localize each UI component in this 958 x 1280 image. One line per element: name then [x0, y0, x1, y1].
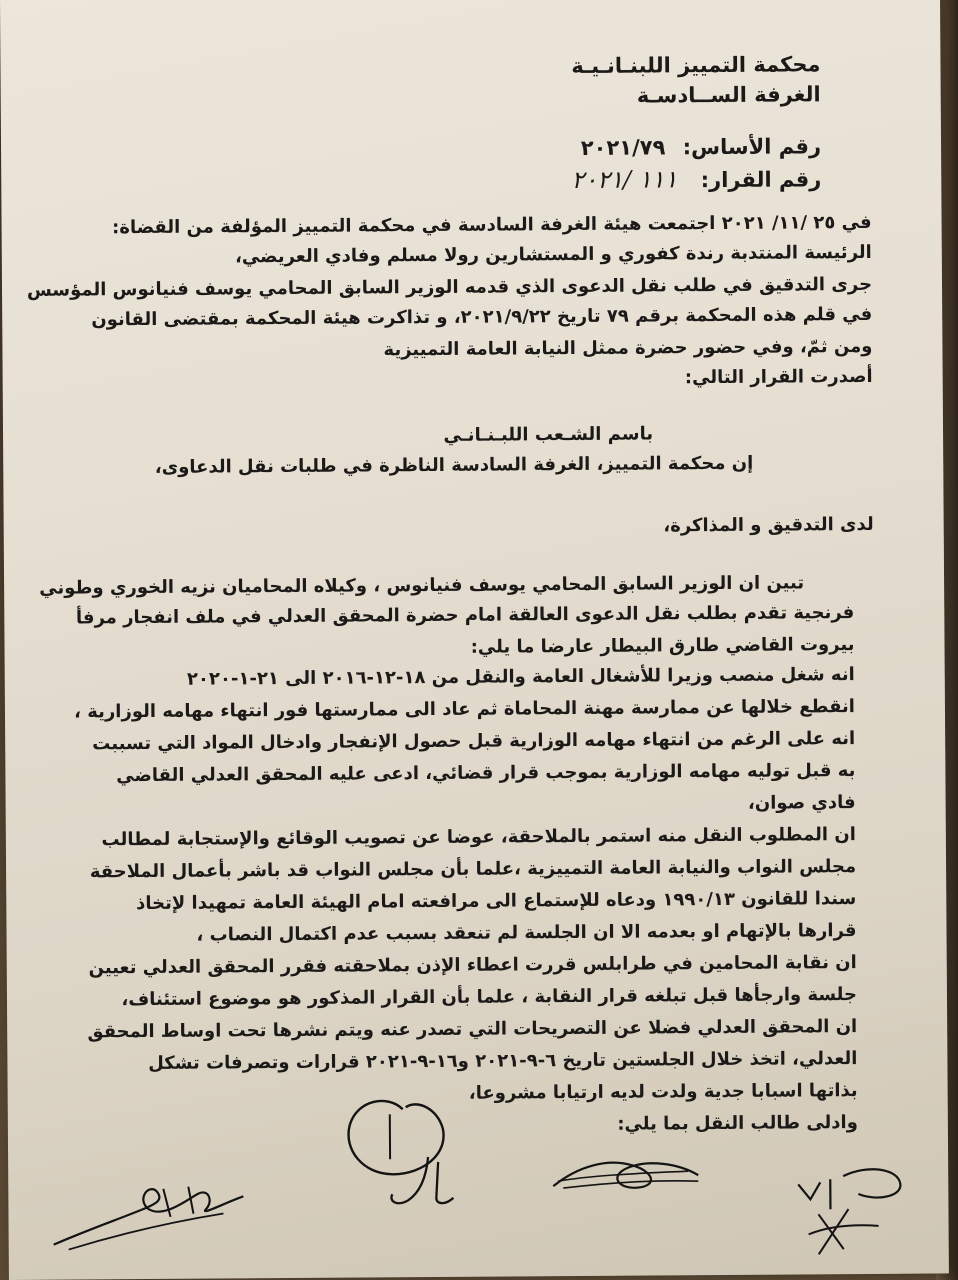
body-line: مجلس النواب والنيابة العامة التمييزية ،علما بأن مجلس النواب قد باشر بأعمال الملاحقة: [89, 856, 857, 883]
body-line: فادي صوان،: [747, 792, 856, 814]
body-line: فرنجية تقدم بطلب نقل الدعوى العالقة امام حضرة المحقق العدلي في ملف انفجار مرفأ: [75, 602, 855, 629]
body-line: تبين ان الوزير السابق المحامي يوسف فنيانوس ، وكيلاه المحاميان نزيه الخوري وطوني: [39, 572, 805, 599]
intro-line: في ٢٥ /١١/ ٢٠٢١ اجتمعت هيئة الغرفة السادسة في محكمة التمييز المؤلفة من القضاة:: [112, 211, 872, 239]
case-number-label: رقم الأساس:: [682, 134, 822, 160]
signature-1-icon: [48, 1168, 249, 1263]
decision-number-label: رقم القرار:: [700, 167, 822, 193]
body-line: ان المطلوب النقل منه استمر بالملاحقة، عوضا عن تصويب الوقائع والإستجابة لمطالب: [101, 824, 856, 851]
body-line: انقطع خلالها عن ممارسة مهنة المحاماة ثم عاد الى ممارستها فور انتهاء مهامه الوزارية ،: [74, 696, 856, 723]
body-line: سندا للقانون ١٩٩٠/١٣ ودعاه للإستماع الى مرافعته امام الهيئة العامة تمهيدا لإتخاذ: [136, 888, 857, 915]
document-content: [26, 34, 874, 1135]
title-people: باسم الشـعب اللبـنـانـي: [443, 423, 654, 446]
intro-line: الرئيسة المنتدبة رندة كفوري و المستشارين رولا مسلم وفادي العريضي،: [234, 241, 872, 268]
title-court: إن محكمة التمييز، الغرفة السادسة الناظرة في طلبات نقل الدعاوى،: [154, 452, 754, 478]
body-line: العدلي، اتخذ خلال الجلستين تاريخ ٦-٩-٢٠٢١ و١٦-٩-٢٠٢١ قرارات وتصرفات تشكل: [148, 1048, 858, 1074]
body-line: ان نقابة المحامين في طرابلس قررت اعطاء الإذن بملاحقته فقرر المحقق العدلي تعيين: [88, 952, 857, 979]
intro-line: ومن ثمّ، وفي حضور حضرة ممثل النيابة العامة التمييزية: [383, 335, 873, 361]
body-line: به قبل توليه مهامه الوزارية بموجب قرار قضائي، ادعى عليه المحقق العدلي القاضي: [116, 760, 856, 787]
body-line: قرارها بالإتهام او بعدمه الا ان الجلسة لم تنعقد بسبب عدم اكتمال النصاب ،: [196, 920, 857, 946]
body-line: ان المحقق العدلي فضلا عن التصريحات التي تصدر عنه ويتم نشرها تحت اوساط المحقق: [87, 1016, 858, 1043]
signature-3-icon: [378, 1152, 468, 1217]
body-line: انه على الرغم من انتهاء مهامه الوزارية قبل حصول الإنفجار وادخال المواد التي تسببت: [92, 728, 856, 755]
signature-4-icon: [548, 1145, 708, 1210]
review-line: لدى التدقيق و المذاكرة،: [663, 513, 874, 537]
chamber-name: الغرفة الســادسـة: [636, 82, 821, 108]
intro-line: جرى التدقيق في طلب نقل الدعوى الذي قدمه الوزير السابق المحامي يوسف فنيانوس المؤسس: [26, 273, 873, 301]
decision-number-value: ١١١ /٢٠٢١: [571, 165, 678, 195]
case-number: [581, 134, 821, 160]
signature-5-icon: [788, 1154, 919, 1269]
body-line: وادلى طالب النقل بما يلي:: [617, 1112, 858, 1135]
body-line: بيروت القاضي طارق البيطار عارضا ما يلي:: [470, 634, 855, 658]
body-line: انه شغل منصب وزيرا للأشغال العامة والنقل من ١٨-١٢-٢٠١٦ الى ٢١-١-٢٠٢٠: [186, 664, 855, 690]
decision-number: [571, 164, 821, 194]
body-line: بذاتها اسبابا جدية ولدت لديه ارتيابا مشروعا،: [468, 1080, 858, 1104]
body-line: جلسة وارجأها قبل تبلغه قرار النقابة ، علما بأن القرار المذكور هو موضوع استئناف،: [121, 984, 858, 1011]
court-name: محكمة التمييز اللبنـانـيـة: [571, 52, 821, 79]
intro-line: أصدرت القرار التالي:: [684, 365, 873, 389]
intro-line: في قلم هذه المحكمة برقم ٧٩ تاريخ ٢٠٢١/٩/٢٢، و تذاكرت هيئة المحكمة بمقتضى القانون: [91, 303, 873, 331]
case-number-value: ٢٠٢١/٧٩: [580, 135, 666, 160]
